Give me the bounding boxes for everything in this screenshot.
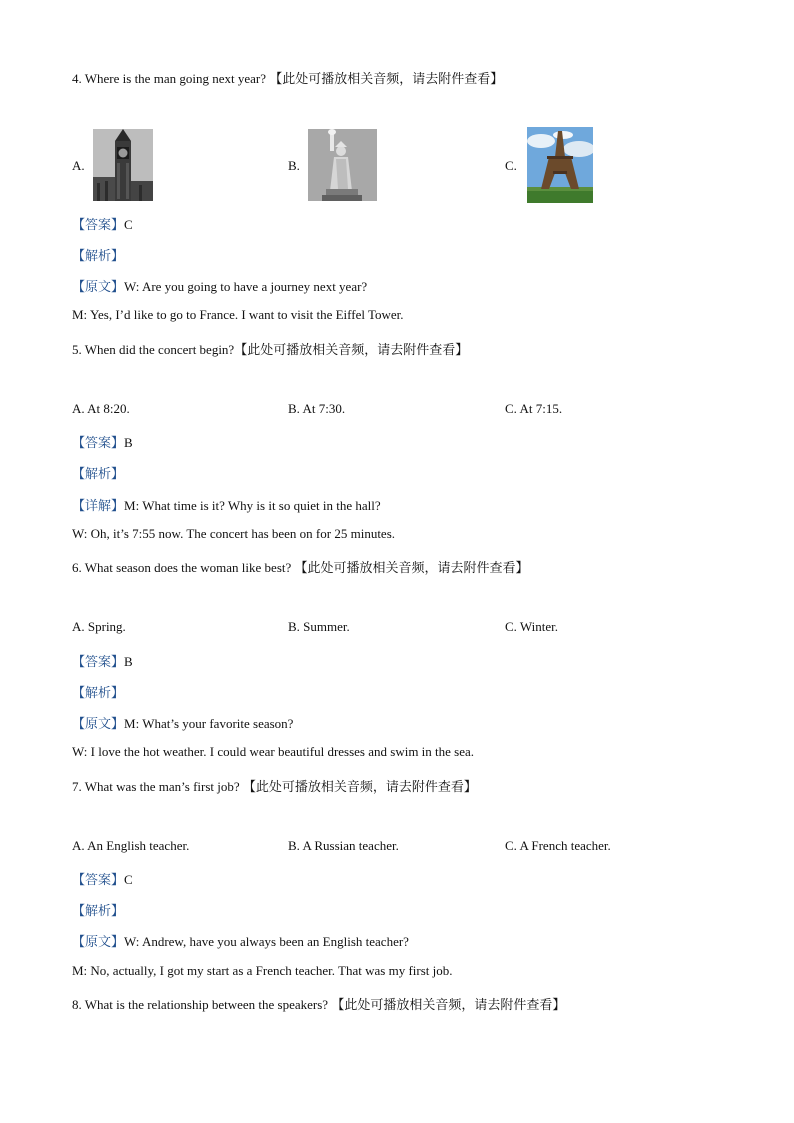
q5-transcript-text-1: M: What time is it? Why is it so quiet in the hall?	[124, 498, 381, 513]
q5-question-text: 5. When did the concert begin?	[72, 342, 235, 357]
q6-transcript-line-1	[72, 713, 293, 732]
q5-option-c: C. At 7:15.	[505, 401, 563, 416]
q7-question	[72, 776, 477, 795]
statue-of-liberty-photo	[308, 129, 377, 201]
q4-transcript-tag: 【原文】	[72, 279, 125, 294]
q4-question-text: 4. Where is the man going next year?	[72, 71, 266, 86]
q7-transcript-line-1	[72, 931, 409, 950]
q6-transcript-text-1: M: What’s your favorite season?	[124, 716, 294, 731]
q5-transcript-line-2: W: Oh, it’s 7:55 now. The concert has been on for 25 minutes.	[72, 526, 396, 541]
q4-answer-line	[72, 214, 133, 233]
q5-transcript-tag: 【详解】	[72, 498, 125, 513]
q4-transcript-line-1	[72, 276, 367, 295]
q4-analysis-tag: 【解析】	[72, 248, 125, 263]
q4-audio-note[interactable]: 【此处可播放相关音频，请去附件查看】	[269, 71, 504, 86]
q6-option-b: B. Summer.	[288, 619, 350, 634]
big-ben-photo	[93, 129, 153, 201]
q8-question	[72, 994, 565, 1013]
q4-answer-tag: 【答案】	[72, 217, 125, 232]
q6-answer: B	[124, 654, 133, 669]
q7-transcript-tag: 【原文】	[72, 934, 125, 949]
q7-analysis-tag: 【解析】	[72, 903, 125, 918]
q6-answer-line	[72, 651, 133, 670]
eiffel-tower-photo	[527, 127, 593, 203]
q4-question	[72, 68, 503, 87]
q7-option-a: A. An English teacher.	[72, 838, 190, 853]
q6-audio-note[interactable]: 【此处可播放相关音频，请去附件查看】	[294, 560, 529, 575]
q6-analysis-tag: 【解析】	[72, 685, 125, 700]
q7-option-c: C. A French teacher.	[505, 838, 611, 853]
q6-option-a: A. Spring.	[72, 619, 126, 634]
q7-transcript-line-2: M: No, actually, I got my start as a French teacher. That was my first job.	[72, 963, 453, 978]
q6-option-c: C. Winter.	[505, 619, 559, 634]
q5-option-b: B. At 7:30.	[288, 401, 346, 416]
q8-audio-note[interactable]: 【此处可播放相关音频，请去附件查看】	[331, 997, 566, 1012]
q6-transcript-line-2: W: I love the hot weather. I could wear beautiful dresses and swim in the sea.	[72, 744, 475, 759]
q7-question-text: 7. What was the man’s first job?	[72, 779, 240, 794]
q5-answer-line	[72, 432, 133, 451]
q7-answer-tag: 【答案】	[72, 872, 125, 887]
q4-option-c-label: C.	[505, 158, 517, 173]
q6-question-text: 6. What season does the woman like best?	[72, 560, 292, 575]
q6-question	[72, 557, 529, 576]
q5-analysis-tag: 【解析】	[72, 466, 125, 481]
q7-answer: C	[124, 872, 133, 887]
q6-answer-tag: 【答案】	[72, 654, 125, 669]
q5-answer: B	[124, 435, 133, 450]
q7-audio-note[interactable]: 【此处可播放相关音频，请去附件查看】	[242, 779, 477, 794]
q5-answer-tag: 【答案】	[72, 435, 125, 450]
q5-option-a: A. At 8:20.	[72, 401, 130, 416]
q6-transcript-tag: 【原文】	[72, 716, 125, 731]
q5-audio-note[interactable]: 【此处可播放相关音频，请去附件查看】	[234, 342, 469, 357]
q7-transcript-text-1: W: Andrew, have you always been an English teacher?	[124, 934, 409, 949]
q4-transcript-line-2: M: Yes, I’d like to go to France. I want to visit the Eiffel Tower.	[72, 307, 404, 322]
q5-question	[72, 339, 468, 358]
q7-answer-line	[72, 869, 133, 888]
q5-transcript-line-1	[72, 495, 381, 514]
q4-answer: C	[124, 217, 133, 232]
q4-option-a-label: A.	[72, 158, 85, 173]
q4-option-b-label: B.	[288, 158, 300, 173]
q7-option-b: B. A Russian teacher.	[288, 838, 399, 853]
q4-transcript-text-1: W: Are you going to have a journey next year?	[124, 279, 368, 294]
q8-question-text: 8. What is the relationship between the speakers?	[72, 997, 329, 1012]
